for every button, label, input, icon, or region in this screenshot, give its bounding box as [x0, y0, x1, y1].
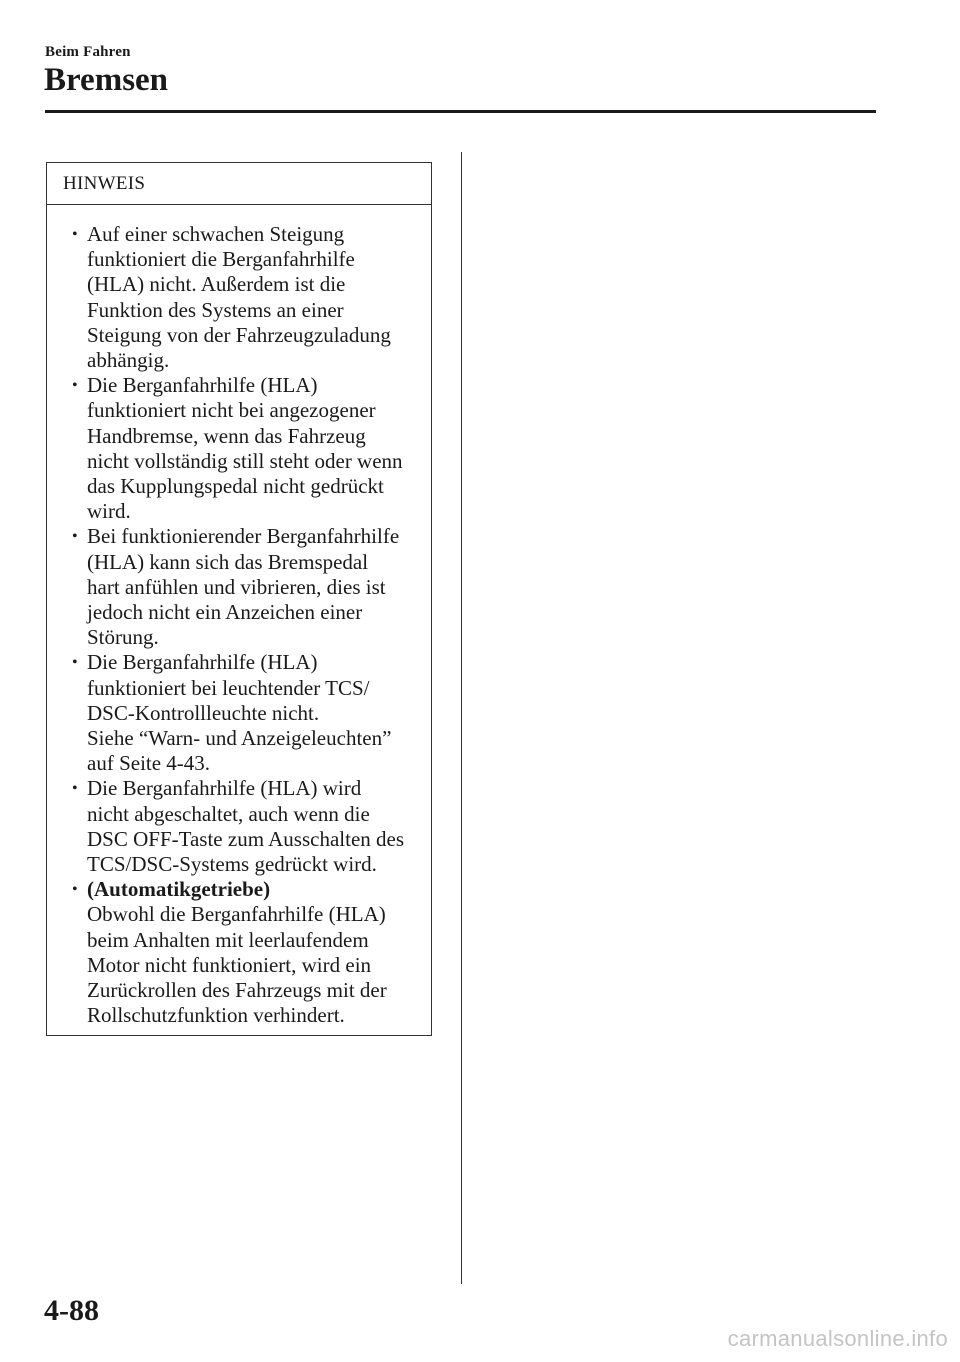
page-title: Bremsen: [44, 62, 169, 98]
note-item: [63, 222, 425, 373]
note-line: hart anfühlen und vibrieren, dies ist: [87, 574, 386, 599]
title-rule: [45, 110, 876, 113]
note-line: Steigung von der Fahrzeugzuladung: [87, 322, 391, 347]
note-line: Rollschutzfunktion verhindert.: [87, 1003, 345, 1028]
note-line: Siehe “Warn- und Anzeigeleuchten”: [87, 726, 392, 751]
note-item: [63, 877, 425, 1028]
note-line: Funktion des Systems an einer: [87, 297, 344, 322]
bullet-icon: •: [72, 377, 78, 395]
note-line: Motor nicht funktioniert, wird ein: [87, 952, 372, 977]
note-line: Obwohl die Berganfahrhilfe (HLA): [87, 902, 386, 927]
note-line: beim Anhalten mit leerlaufendem: [87, 927, 369, 952]
note-list: [47, 205, 431, 1029]
note-line: funktioniert nicht bei angezogener: [87, 398, 376, 423]
note-line: (Automatikgetriebe): [87, 877, 271, 902]
bullet-icon: •: [72, 528, 78, 546]
note-line: jedoch nicht ein Anzeichen einer: [87, 600, 363, 625]
note-line: auf Seite 4-43.: [87, 751, 211, 776]
note-line: wird.: [87, 499, 131, 524]
note-item: [63, 650, 425, 776]
note-line: (HLA) nicht. Außerdem ist die: [87, 272, 346, 297]
note-line: funktioniert die Berganfahrhilfe: [87, 247, 355, 272]
bullet-icon: •: [72, 226, 78, 243]
section-label: Beim Fahren: [45, 44, 131, 60]
note-line: funktioniert bei leuchtender TCS/: [87, 675, 370, 700]
note-line: nicht vollständig still steht oder wenn: [87, 448, 403, 473]
note-item: [63, 373, 425, 524]
note-item: [63, 776, 425, 877]
note-line: Zurückrollen des Fahrzeugs mit der: [87, 978, 387, 1003]
note-heading: HINWEIS: [47, 163, 431, 205]
watermark: carmanualsonline.info: [727, 1326, 948, 1351]
note-line: nicht abgeschaltet, auch wenn die: [87, 801, 370, 826]
note-line: Handbremse, wenn das Fahrzeug: [87, 423, 366, 448]
note-line: DSC OFF-Taste zum Ausschalten des: [87, 826, 405, 851]
note-line: Auf einer schwachen Steigung: [87, 222, 345, 246]
bullet-icon: •: [72, 881, 78, 899]
bullet-icon: •: [72, 780, 78, 798]
note-line: DSC-Kontrollleuchte nicht.: [87, 700, 320, 725]
note-box: [46, 162, 432, 1036]
column-divider: [461, 152, 462, 1284]
note-line: TCS/DSC-Systems gedrückt wird.: [87, 852, 377, 877]
note-line: das Kupplungspedal nicht gedrückt: [87, 474, 384, 499]
note-line: Bei funktionierender Berganfahrhilfe: [87, 524, 400, 549]
page-number: 4-88: [44, 1294, 99, 1327]
note-line: Die Berganfahrhilfe (HLA) wird: [87, 776, 362, 801]
note-line: Störung.: [87, 625, 159, 650]
bullet-icon: •: [72, 654, 78, 672]
note-line: Die Berganfahrhilfe (HLA): [87, 650, 318, 675]
note-line: (HLA) kann sich das Bremspedal: [87, 549, 369, 574]
note-line: abhängig.: [87, 348, 170, 373]
note-item: [63, 524, 425, 650]
note-line: Die Berganfahrhilfe (HLA): [87, 373, 318, 398]
